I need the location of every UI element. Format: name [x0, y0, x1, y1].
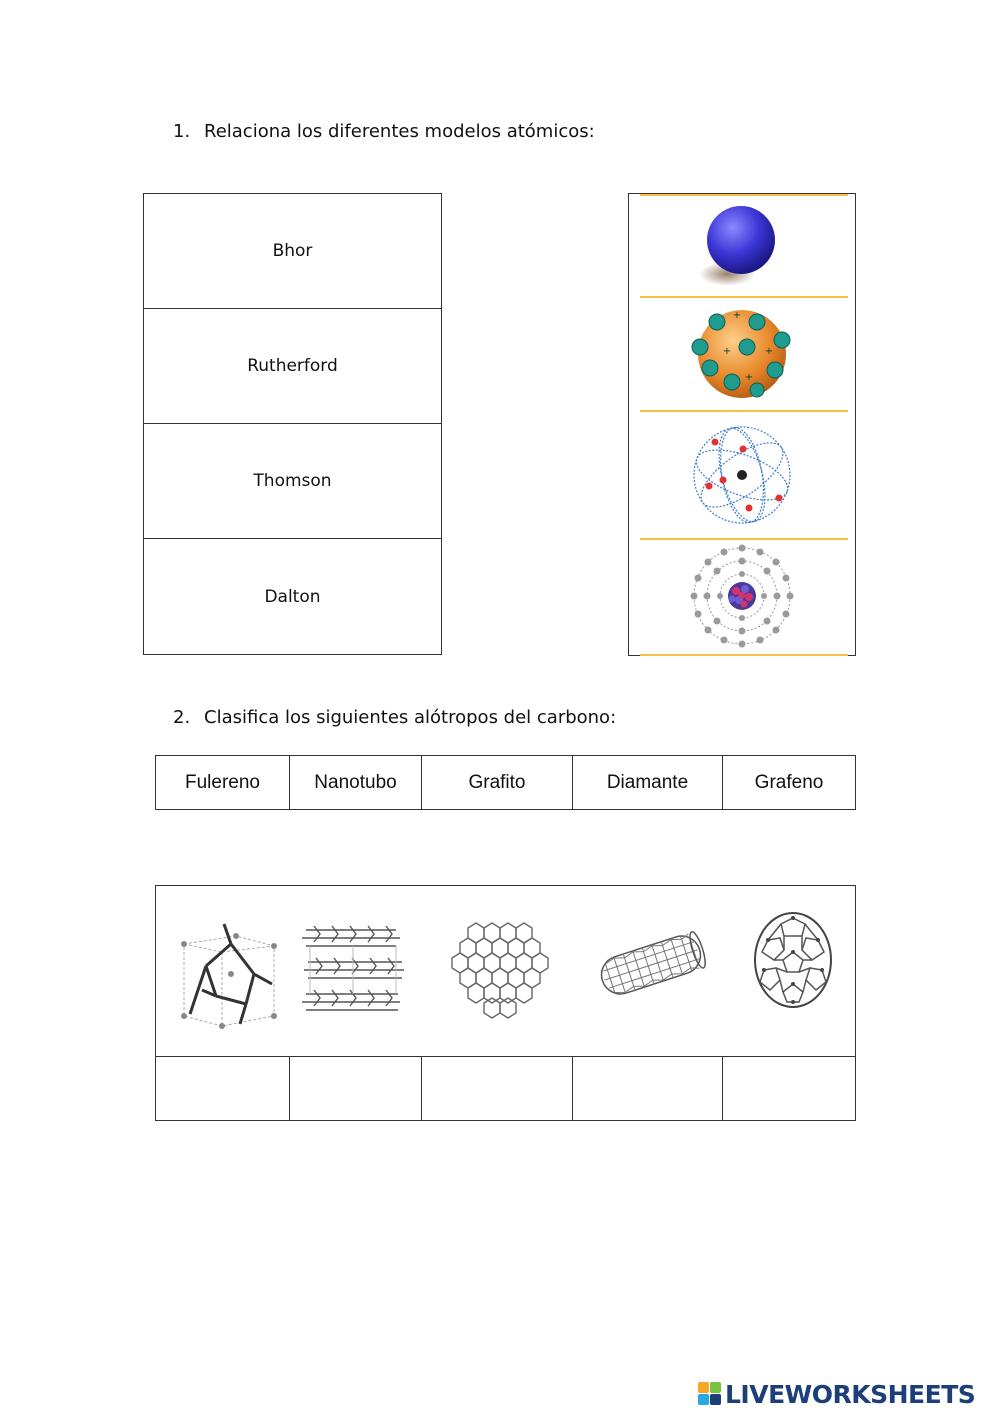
svg-text:+: + — [764, 346, 774, 357]
separator-line — [640, 654, 848, 656]
fullerene-image — [750, 908, 836, 1012]
question-2-text: Clasifica los siguientes alótropos del carbono: — [204, 707, 617, 728]
nanotube-image — [594, 920, 708, 1010]
model-name-cell[interactable]: Rutherford — [144, 309, 441, 424]
allotrope-answers-row — [156, 1057, 855, 1120]
model-name-cell[interactable]: Bhor — [144, 194, 441, 309]
thomson-plum-pudding-image[interactable] — [687, 302, 797, 406]
atomic-model-names-table — [143, 193, 442, 655]
allotrope-images-row — [156, 886, 855, 1057]
answer-drop-cell[interactable] — [573, 1057, 723, 1120]
allotrope-word[interactable]: Grafito — [422, 756, 573, 809]
graphene-sheet-image — [438, 916, 564, 1026]
question-1-number: 1. — [173, 121, 191, 142]
answer-drop-cell[interactable] — [156, 1057, 290, 1120]
separator-line — [640, 410, 848, 412]
svg-text:+: + — [744, 372, 754, 383]
svg-text:+: + — [722, 346, 732, 357]
model-name-cell[interactable]: Thomson — [144, 424, 441, 539]
answer-drop-cell[interactable] — [290, 1057, 422, 1120]
answer-drop-cell[interactable] — [723, 1057, 855, 1120]
diamond-structure-image — [176, 914, 286, 1036]
question-1-title — [173, 121, 595, 142]
answer-drop-cell[interactable] — [422, 1057, 573, 1120]
graphite-layers-image — [298, 920, 410, 1028]
atomic-model-images-panel — [628, 193, 856, 656]
allotrope-words-table — [155, 755, 856, 810]
logo-mark-icon — [698, 1382, 722, 1406]
separator-line — [640, 194, 848, 196]
question-1-text: Relaciona los diferentes modelos atómicos: — [204, 121, 595, 142]
question-2-title — [173, 707, 616, 728]
svg-text:+: + — [732, 310, 742, 321]
liveworksheets-logo — [698, 1378, 975, 1410]
separator-line — [640, 538, 848, 540]
allotrope-word[interactable]: Nanotubo — [290, 756, 422, 809]
allotrope-word[interactable]: Grafeno — [754, 771, 824, 793]
rutherford-orbit-image[interactable] — [687, 422, 797, 528]
bohr-shell-image[interactable] — [687, 544, 797, 648]
separator-line — [640, 296, 848, 298]
model-name-cell[interactable]: Dalton — [264, 586, 321, 607]
question-2-number: 2. — [173, 707, 191, 728]
allotrope-classification-table — [155, 885, 856, 1121]
allotrope-word[interactable]: Fulereno — [156, 756, 290, 809]
dalton-sphere-image[interactable] — [691, 200, 791, 292]
allotrope-word[interactable]: Diamante — [573, 756, 723, 809]
logo-text: LIVEWORKSHEETS — [725, 1379, 976, 1409]
